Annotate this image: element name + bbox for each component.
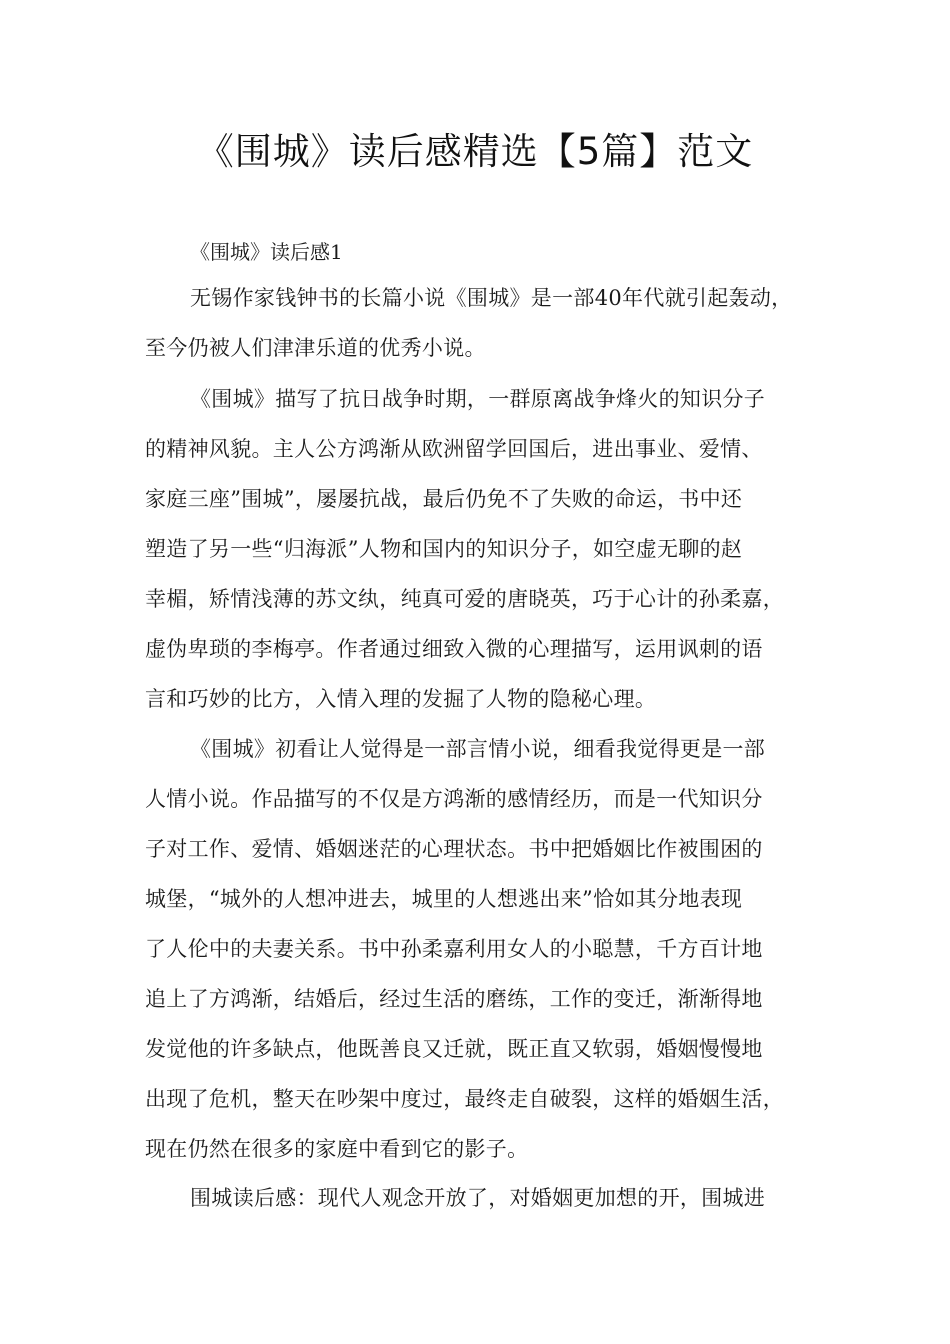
document-title: 《围城》读后感精选【5篇】范文 [196,130,754,173]
paragraph-line: 塑造了另一些“归海派”人物和国内的知识分子，如空虚无聊的赵 [145,537,743,561]
paragraph-line: 虚伪卑琐的李梅亭。作者通过细致入微的心理描写，运用讽刺的语 [145,637,763,661]
paragraph-line: 追上了方鸿渐，结婚后，经过生活的磨练，工作的变迁，渐渐得地 [145,987,763,1011]
paragraph-line: 了人伦中的夫妻关系。书中孙柔嘉利用女人的小聪慧，千方百计地 [145,937,763,961]
paragraph-line: 现在仍然在很多的家庭中看到它的影子。 [145,1137,529,1161]
paragraph-line: 家庭三座”围城”，屡屡抗战，最后仍免不了失败的命运，书中还 [145,487,743,511]
paragraph-line: 子对工作、爱情、婚姻迷茫的心理状态。书中把婚姻比作被围困的 [145,837,763,861]
paragraph-line: 城堡，“城外的人想冲进去，城里的人想逃出来”恰如其分地表现 [145,887,743,911]
paragraph-line: 《围城》描写了抗日战争时期，一群原离战争烽火的知识分子 [190,387,766,411]
paragraph-line: 人情小说。作品描写的不仅是方鸿渐的感情经历，而是一代知识分 [145,787,763,811]
paragraph-line: 至今仍被人们津津乐道的优秀小说。 [145,336,486,360]
section-heading: 《围城》读后感1 [190,240,343,264]
paragraph-line: 无锡作家钱钟书的长篇小说《围城》是一部40年代就引起轰动， [190,286,793,310]
paragraph-line: 的精神风貌。主人公方鸿渐从欧洲留学回国后，进出事业、爱情、 [145,437,763,461]
paragraph-line: 围城读后感：现代人观念开放了，对婚姻更加想的开，围城进 [190,1186,766,1210]
paragraph-line: 发觉他的许多缺点，他既善良又迁就，既正直又软弱，婚姻慢慢地 [145,1037,763,1061]
paragraph-line: 《围城》初看让人觉得是一部言情小说，细看我觉得更是一部 [190,737,766,761]
paragraph-line: 出现了危机，整天在吵架中度过，最终走自破裂，这样的婚姻生活， [145,1087,784,1111]
paragraph-line: 言和巧妙的比方，入情入理的发掘了人物的隐秘心理。 [145,687,657,711]
paragraph-line: 幸楣，矫情浅薄的苏文纨，纯真可爱的唐晓英，巧于心计的孙柔嘉， [145,587,784,611]
